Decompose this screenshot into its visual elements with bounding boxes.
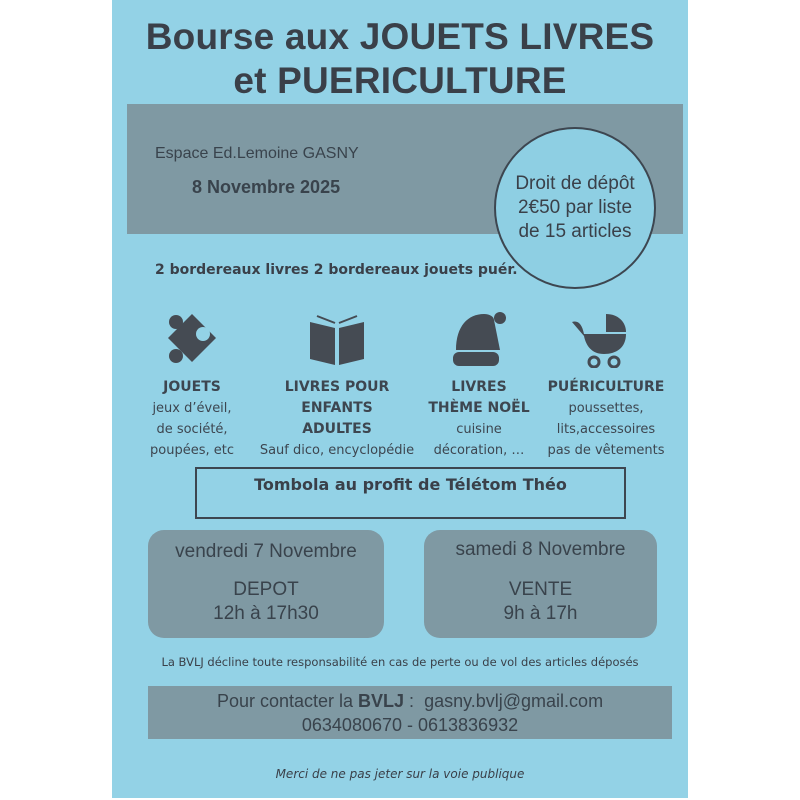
title-line-1: Bourse aux JOUETS LIVRES <box>145 16 655 57</box>
category-line: lits,accessoires <box>556 422 656 437</box>
tombola-text: Tombola au profit de Télétom Théo <box>254 475 567 494</box>
fee-line-2: 2€50 par liste <box>517 197 633 218</box>
fee-line-3: de 15 articles <box>518 221 632 242</box>
lists-note: 2 bordereaux livres 2 bordereaux jouets puér. <box>155 262 518 278</box>
category-line: THÈME NOËL <box>428 400 530 416</box>
disclaimer: La BVLJ décline toute responsabilité en cas de perte ou de vol des articles déposés <box>161 655 639 669</box>
footer-note: Merci de ne pas jeter sur la voie publique <box>275 767 525 781</box>
category-line: pas de vêtements <box>547 443 665 458</box>
category-title: LIVRES POUR <box>284 379 390 395</box>
category-line: décoration, … <box>433 443 525 458</box>
contact-email[interactable]: gasny.bvlj@gmail.com <box>424 691 604 711</box>
category-line: Sauf dico, encyclopédie <box>259 443 415 458</box>
contact-prefix: Pour contacter la <box>216 691 354 711</box>
category-title: PUÉRICULTURE <box>547 379 665 395</box>
schedule-vente <box>424 530 657 638</box>
contact-phones: 0634080670 - 0613836932 <box>301 715 519 735</box>
event-date: 8 Novembre 2025 <box>192 177 341 197</box>
schedule-day: vendredi 7 Novembre <box>175 541 357 562</box>
fee-circle <box>494 127 656 289</box>
category-jouets <box>112 377 272 461</box>
category-line: de société, <box>156 422 228 437</box>
category-line: ADULTES <box>302 421 372 437</box>
schedule-hours: 12h à 17h30 <box>213 603 319 624</box>
category-title: JOUETS <box>163 379 221 395</box>
category-puericulture <box>526 377 686 461</box>
category-line: ENFANTS <box>301 400 373 416</box>
schedule-depot <box>148 530 384 638</box>
book-icon <box>307 308 367 368</box>
location: Espace Ed.Lemoine GASNY <box>155 145 359 162</box>
category-livres-enfants-adultes <box>257 377 417 461</box>
category-line: poupées, etc <box>150 443 234 458</box>
schedule-hours: 9h à 17h <box>503 603 578 624</box>
schedule-type: DEPOT <box>233 579 299 600</box>
category-line: cuisine <box>456 422 502 437</box>
category-line: poussettes, <box>568 401 644 416</box>
puzzle-icon <box>162 308 222 368</box>
tombola-box <box>195 467 626 519</box>
category-line: jeux d’éveil, <box>152 401 232 416</box>
stroller-icon <box>570 308 630 368</box>
santa-hat-icon <box>450 308 510 368</box>
schedule-day: samedi 8 Novembre <box>455 539 626 560</box>
title-line-2: et PUERICULTURE <box>233 60 567 101</box>
schedule-type: VENTE <box>508 579 573 600</box>
category-title: LIVRES <box>451 379 507 395</box>
contact-band <box>148 686 672 739</box>
contact-separator: : <box>404 691 425 711</box>
contact-org: BVLJ <box>358 691 405 711</box>
fee-line-1: Droit de dépôt <box>515 173 635 194</box>
